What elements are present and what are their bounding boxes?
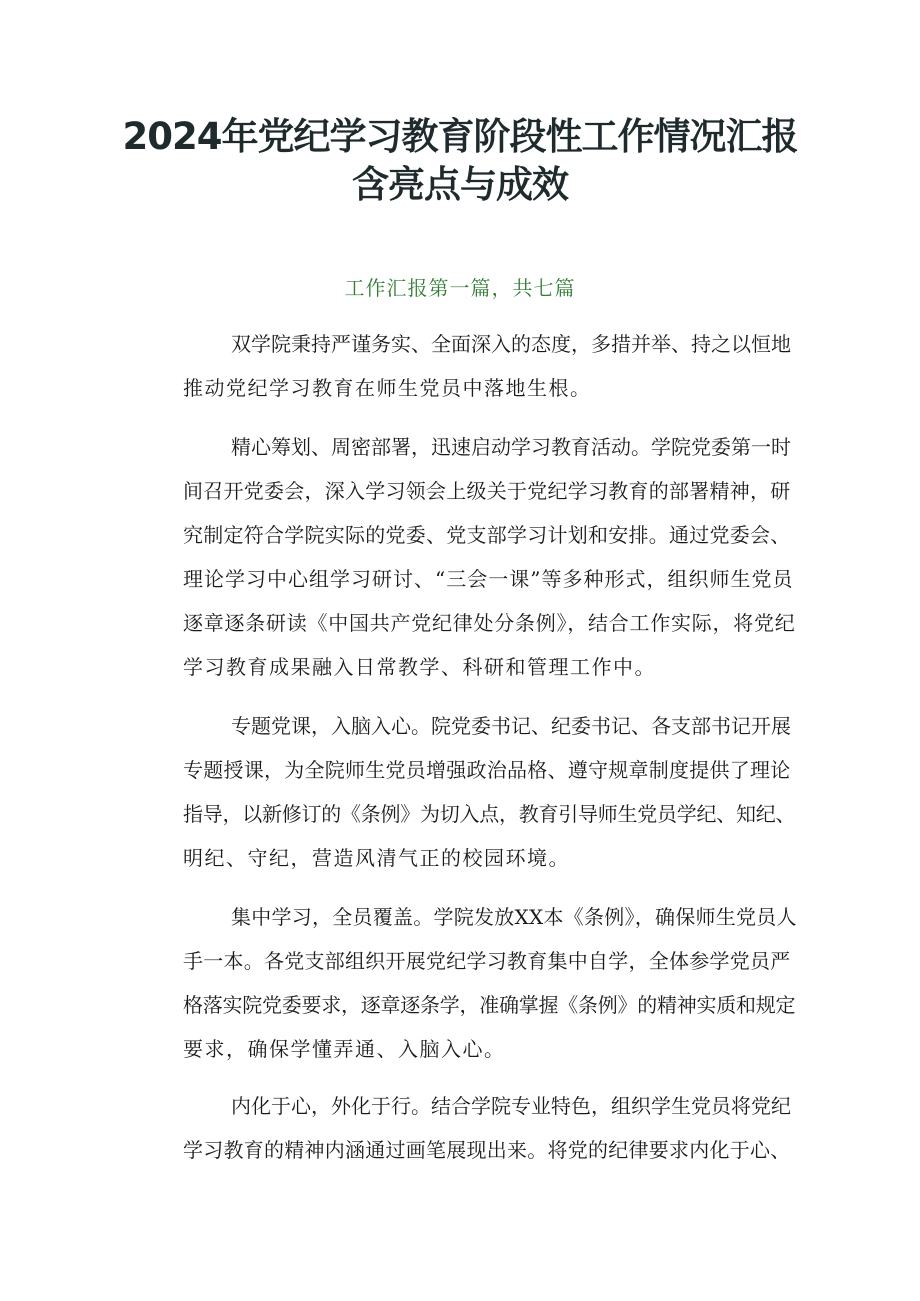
paragraph-line: 推动党纪学习教育在师生党员中落地生根。	[183, 376, 592, 400]
paragraph-line: 指导，以新修订的《条例》为切入点，教育引导师生党员学纪、知纪、	[183, 802, 796, 826]
document-subtitle: 工作汇报第一篇，共七篇	[344, 276, 576, 300]
paragraph-3	[137, 704, 797, 880]
paragraph-line: 专题党课，入脑入心。院党委书记、纪委书记、各支部书记开展	[231, 714, 791, 738]
document-title-line-2: 含亮点与成效	[352, 163, 568, 206]
paragraph-4	[137, 895, 797, 1071]
paragraph-line: 学习教育的精神内涵通过画笔展现出来。将党的纪律要求内化于心、	[183, 1138, 791, 1162]
paragraph-line: 间召开党委会，深入学习领会上级关于党纪学习教育的部署精神，研	[183, 479, 791, 503]
paragraph-1	[137, 322, 797, 410]
paragraph-line: 手一本。各党支部组织开展党纪学习教育集中自学，全体参学党员严	[183, 949, 791, 973]
paragraph-line: 要求，确保学懂弄通、入脑入心。	[183, 1037, 506, 1061]
paragraph-line: 精心筹划、周密部署，迅速启动学习教育活动。学院党委第一时	[231, 435, 791, 459]
paragraph-line: 格落实院党委要求，逐章逐条学，准确掌握《条例》的精神实质和规定	[183, 993, 796, 1017]
paragraph-5	[137, 1084, 797, 1172]
paragraph-line: 双学院秉持严谨务实、全面深入的态度，多措并举、持之以恒地	[231, 332, 791, 356]
paragraph-2	[137, 425, 797, 689]
paragraph-line: 学习教育成果融入日常教学、科研和管理工作中。	[183, 655, 656, 679]
paragraph-line: 专题授课，为全院师生党员增强政治品格、遵守规章制度提供了理论	[183, 758, 791, 782]
paragraph-line: 内化于心，外化于行。结合学院专业特色，组织学生党员将党纪	[231, 1094, 791, 1118]
paragraph-line: 逐章逐条研读《中国共产党纪律处分条例》，结合工作实际，将党纪	[183, 611, 796, 635]
paragraph-line: 究制定符合学院实际的党委、党支部学习计划和安排。通过党委会、	[183, 523, 791, 547]
paragraph-line: 理论学习中心组学习研讨、“三会一课”等多种形式，组织师生党员	[183, 567, 794, 591]
document-title-line-1: 2024年党纪学习教育阶段性工作情况汇报	[122, 115, 798, 158]
paragraph-line: 明纪、守纪，营造风清气正的校园环境。	[183, 846, 570, 870]
paragraph-line: 集中学习，全员覆盖。学院发放XX本《条例》，确保师生党员人	[231, 905, 797, 929]
